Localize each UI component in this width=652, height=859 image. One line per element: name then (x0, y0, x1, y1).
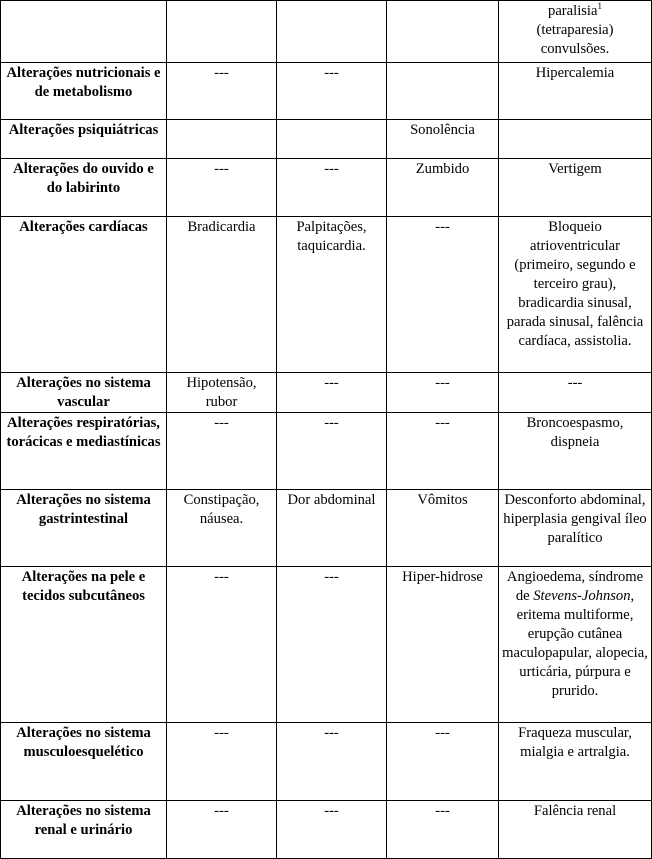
table-cell: Bradicardia (167, 217, 277, 373)
table-cell: --- (277, 567, 387, 723)
table-cell: Zumbido (387, 159, 499, 217)
table-cell: Bloqueio atrioventricular (primeiro, segundo e terceiro grau), bradicardia sinusal, parada sinusal, falência cardíaca, assistolia. (499, 217, 652, 373)
cell-text: paralisia (548, 3, 598, 19)
table-cell: Palpitações, taquicardia. (277, 217, 387, 373)
table-cell (387, 1, 499, 63)
table-cell: Constipação, náusea. (167, 490, 277, 567)
table-row (1, 373, 652, 413)
table-cell: --- (167, 413, 277, 490)
table-cell: --- (277, 159, 387, 217)
table-cell: Vômitos (387, 490, 499, 567)
table-cell: --- (387, 801, 499, 859)
table-row (1, 120, 652, 159)
table-cell: --- (167, 63, 277, 120)
table-cell (499, 1, 652, 63)
table-cell: --- (277, 723, 387, 801)
table-cell: Broncoespasmo, dispneia (499, 413, 652, 490)
row-header: Alterações respiratórias, torácicas e mediastínicas (1, 413, 167, 490)
table-row (1, 567, 652, 723)
table-cell: --- (499, 373, 652, 413)
table-cell (387, 63, 499, 120)
table-cell: --- (277, 63, 387, 120)
table-cell: --- (277, 373, 387, 413)
row-header: Alterações no sistema renal e urinário (1, 801, 167, 859)
table-cell: --- (387, 413, 499, 490)
table-row (1, 723, 652, 801)
row-header: Alterações no sistema vascular (1, 373, 167, 413)
cell-text-italic: Stevens-Johnson (533, 588, 631, 604)
table-row (1, 1, 652, 63)
row-header: Alterações no sistema gastrintestinal (1, 490, 167, 567)
cell-text: , eritema multiforme, erupção cutânea maculopapular, alopecia, urticária, púrpura e prurido. (502, 588, 648, 699)
table-cell (499, 567, 652, 723)
table-cell: --- (167, 567, 277, 723)
table-cell (277, 1, 387, 63)
table-cell: Hipercalemia (499, 63, 652, 120)
table-cell: --- (167, 159, 277, 217)
row-header: Alterações nutricionais e de metabolismo (1, 63, 167, 120)
table-cell (1, 1, 167, 63)
row-header: Alterações no sistema musculoesquelético (1, 723, 167, 801)
table-cell: Desconforto abdominal, hiperplasia gengival íleo paralítico (499, 490, 652, 567)
cell-text: Angioedema, síndrome de (506, 569, 644, 604)
table-cell: Hipotensão, rubor (167, 373, 277, 413)
row-header: Alterações do ouvido e do labirinto (1, 159, 167, 217)
table-cell: Dor abdominal (277, 490, 387, 567)
table-cell: Falência renal (499, 801, 652, 859)
row-header: Alterações psiquiátricas (1, 120, 167, 159)
table-cell (167, 1, 277, 63)
footnote-marker: 1 (597, 1, 602, 12)
table-cell: Sonolência (387, 120, 499, 159)
table-cell: --- (387, 217, 499, 373)
table-row (1, 63, 652, 120)
table-cell: Vertigem (499, 159, 652, 217)
table-cell: Hiper-hidrose (387, 567, 499, 723)
table-cell: --- (167, 723, 277, 801)
table-row (1, 217, 652, 373)
table-cell: --- (277, 801, 387, 859)
table-cell: --- (387, 723, 499, 801)
cell-text: (tetraparesia) convulsões. (536, 22, 614, 57)
table-cell: --- (167, 801, 277, 859)
table-cell: --- (277, 413, 387, 490)
table-row (1, 801, 652, 859)
table-row (1, 413, 652, 490)
table-cell (499, 120, 652, 159)
table-cell (167, 120, 277, 159)
row-header: Alterações cardíacas (1, 217, 167, 373)
table-cell (277, 120, 387, 159)
table-cell: Fraqueza muscular, mialgia e artralgia. (499, 723, 652, 801)
table-row (1, 490, 652, 567)
table-cell: --- (387, 373, 499, 413)
table-row (1, 159, 652, 217)
row-header: Alterações na pele e tecidos subcutâneos (1, 567, 167, 723)
